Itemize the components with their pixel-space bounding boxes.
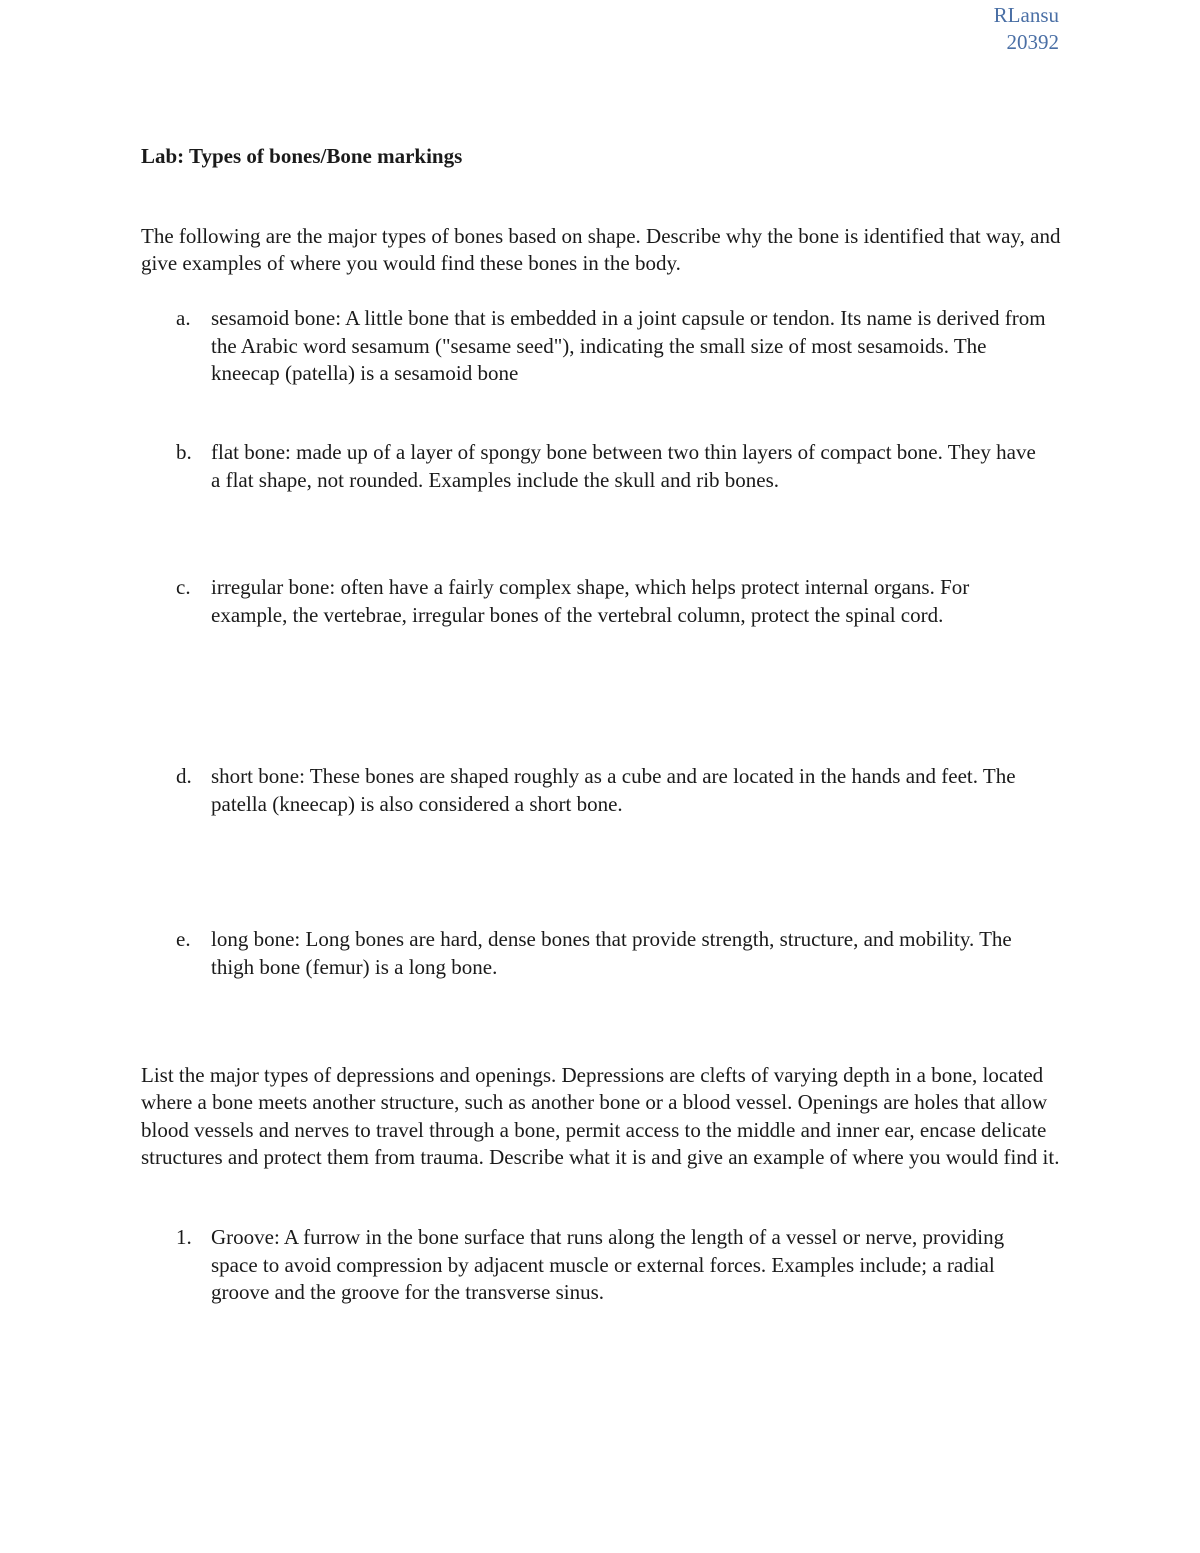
list-item-short <box>176 763 1046 818</box>
list-item-flat <box>176 439 1046 494</box>
list-item-groove <box>176 1224 1046 1307</box>
list-marker: c. <box>176 575 191 599</box>
intro-depressions-paragraph: List the major types of depressions and openings. Depressions are clefts of varying depth in a bone, located where a bone meets another structure, such as another bone or a blood vessel. Openings are holes that allow blood vessels and nerves to travel through a bone, permit access to the middle and inner ear, encase delicate structures and protect them from trauma. Describe what it is and give an example of where you would find it. <box>141 1063 1060 1169</box>
list-item-text: short bone: These bones are shaped roughly as a cube and are located in the hands and feet. The patella (kneecap) is also considered a short bone. <box>211 764 1016 816</box>
list-marker: 1. <box>176 1225 192 1249</box>
list-item-text: irregular bone: often have a fairly complex shape, which helps protect internal organs. For example, the vertebrae, irregular bones of the vertebral column, protect the spinal cord. <box>211 575 970 627</box>
list-marker: e. <box>176 927 191 951</box>
list-marker: d. <box>176 764 192 788</box>
list-item-sesamoid <box>176 305 1046 388</box>
list-marker: b. <box>176 440 192 464</box>
author-name: RLansu <box>993 3 1059 27</box>
list-item-text: Groove: A furrow in the bone surface that runs along the length of a vessel or nerve, providing space to avoid compression by adjacent muscle or external forces. Examples include; a radial groove and the groove for the transverse sinus. <box>211 1225 1005 1305</box>
list-item-text: long bone: Long bones are hard, dense bones that provide strength, structure, and mobility. The thigh bone (femur) is a long bone. <box>211 927 1012 979</box>
list-marker: a. <box>176 306 191 330</box>
page-title: Lab: Types of bones/Bone markings <box>141 144 463 168</box>
author-id: 20392 <box>1006 30 1059 54</box>
list-item-long <box>176 926 1046 981</box>
intro-bones-paragraph: The following are the major types of bones based on shape. Describe why the bone is identified that way, and give examples of where you would find these bones in the body. <box>141 224 1061 276</box>
list-item-text: flat bone: made up of a layer of spongy bone between two thin layers of compact bone. They have a flat shape, not rounded. Examples include the skull and rib bones. <box>211 440 1036 492</box>
list-item-irregular <box>176 574 1046 629</box>
author-header <box>994 2 1059 56</box>
list-item-text: sesamoid bone: A little bone that is embedded in a joint capsule or tendon. Its name is derived from the Arabic word sesamum ("sesame seed"), indicating the small size of most sesamoids. The kneecap (patella) is a sesamoid bone <box>211 306 1046 386</box>
